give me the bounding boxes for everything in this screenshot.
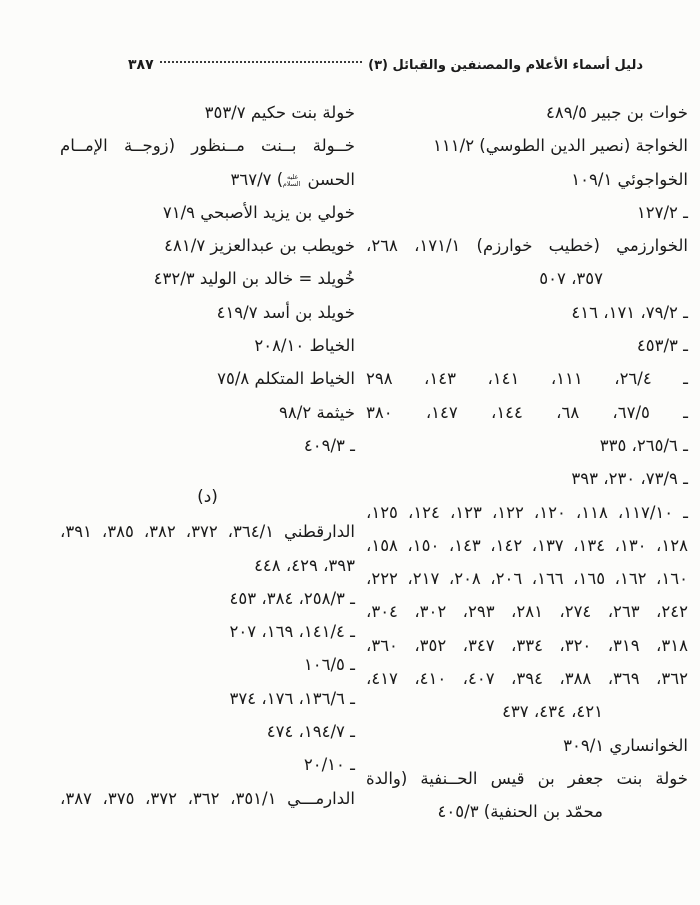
- index-entry: ـ ١٣٦/٦، ١٧٦، ٣٧٤: [229, 688, 355, 708]
- running-head-title: دليل أسماء الأعلام والمصنفين والقبائل (٣): [368, 57, 643, 73]
- index-entry: الخوانساري ٣٠٩/١: [563, 735, 688, 755]
- index-entry: الخواجوئي ١٠٩/١: [571, 169, 688, 189]
- index-entry-continuation: ٣٩٣، ٤٢٩، ٤٤٨: [254, 555, 355, 575]
- right-column: [366, 96, 688, 829]
- index-entry: خولة بنت جعفر بن قيس الحــنفية (والدة: [366, 768, 688, 788]
- index-entry: ـ ٤٠٩/٣: [303, 435, 355, 455]
- index-entry: خُويلد = خالد بن الوليد ٤٣٢/٣: [153, 269, 355, 289]
- honorific-mark: عليه السلام: [282, 172, 301, 188]
- page-number: ٣٨٧: [128, 57, 154, 73]
- index-entry: ـ ١١٧/١٠، ١١٨، ١٢٠، ١٢٢، ١٢٣، ١٢٤، ١٢٥،: [366, 502, 688, 522]
- index-entry: الخياط المتكلم ٧٥/٨: [217, 369, 355, 389]
- index-entry: الدارقطني ٣٦٤/١، ٣٧٢، ٣٨٢، ٣٨٥، ٣٩١،: [60, 522, 356, 542]
- index-entry: ـ ١٠٦/٥: [303, 655, 355, 675]
- index-entry-continuation: محمّد بن الحنفية) ٤٠٥/٣: [437, 802, 603, 822]
- index-entry: خولة بنت حكيم ٣٥٣/٧: [204, 103, 355, 122]
- index-entry: ـ ٢٠/١٠: [303, 755, 355, 775]
- index-entry: ـ ١٩٤/٧، ٤٧٤: [266, 722, 355, 742]
- index-entry: خوات بن جبير ٤٨٩/٥: [545, 103, 688, 122]
- running-header: [128, 52, 643, 78]
- dot-leader: [160, 60, 362, 63]
- index-entry: ـ ٧٩/٢، ١٧١، ٤١٦: [571, 302, 688, 322]
- index-entry: ـ ٦٧/٥، ٦٨، ١٤٤، ١٤٧، ٣٨٠: [366, 402, 688, 422]
- index-entry: ـ ٢٥٨/٣، ٣٨٤، ٤٥٣: [229, 588, 355, 608]
- index-entry: ـ ٤٥٣/٣: [636, 336, 688, 356]
- index-entry: الدارمـــي ٣٥١/١، ٣٦٢، ٣٧٢، ٣٧٥، ٣٨٧،: [60, 788, 355, 808]
- index-entry-continuation: ١٦٠، ١٦٢، ١٦٥، ١٦٦، ٢٠٦، ٢٠٨، ٢١٧، ٢٢٢،: [366, 569, 688, 589]
- index-entry-continuation: ٤٢١، ٤٣٤، ٤٣٧: [502, 702, 603, 722]
- index-entry: ـ ٢٦/٤، ١١١، ١٤١، ١٤٣، ٢٩٨: [366, 369, 689, 389]
- index-entry: خويلد بن أسد ٤١٩/٧: [216, 302, 355, 322]
- index-entry-continuation: ٣٥٧، ٥٠٧: [539, 269, 603, 289]
- index-entry-continuation: ٢٤٢، ٢٦٣، ٢٧٤، ٢٨١، ٢٩٣، ٣٠٢، ٣٠٤،: [366, 602, 688, 622]
- index-entry: خــولة بــنت مــنظور (زوجــة الإمــام: [60, 136, 355, 156]
- index-entry-continuation: ١٢٨، ١٣٠، ١٣٤، ١٣٧، ١٤٢، ١٤٣، ١٥٠، ١٥٨،: [366, 535, 688, 555]
- index-entry: الخياط ٢٠٨/١٠: [254, 336, 355, 356]
- index-entry: ـ ٧٣/٩، ٢٣٠، ٣٩٣: [571, 469, 688, 489]
- index-entry-continuation: [60, 163, 355, 196]
- left-column: [60, 96, 355, 815]
- index-entry: ـ ١٢٧/٢: [636, 202, 688, 222]
- entry-page-ref: ) ٣٦٧/٧: [230, 169, 284, 189]
- index-entry-continuation: ٣٦٢، ٣٦٩، ٣٨٨، ٣٩٤، ٤٠٧، ٤١٠، ٤١٧،: [366, 669, 688, 689]
- index-entry-continuation: ٣١٨، ٣١٩، ٣٢٠، ٣٣٤، ٣٤٧، ٣٥٢، ٣٦٠،: [366, 635, 688, 655]
- index-entry: خولي بن يزيد الأصبحي ٧١/٩: [162, 202, 355, 222]
- index-entry: ـ ٢٦٥/٦، ٣٣٥: [599, 435, 688, 455]
- index-entry: الخواجة (نصير الدين الطوسي) ١١١/٢: [433, 136, 688, 156]
- section-letter-heading: (د): [197, 487, 218, 508]
- index-entry: خيثمة ٩٨/٢: [279, 402, 355, 422]
- entry-text: الحسن: [302, 169, 355, 189]
- index-entry: الخوارزمي (خطيب خوارزم) ١٧١/١، ٢٦٨،: [366, 236, 688, 256]
- index-entry: ـ ١٤١/٤، ١٦٩، ٢٠٧: [229, 622, 355, 642]
- index-entry: خويطب بن عبدالعزيز ٤٨١/٧: [164, 236, 355, 256]
